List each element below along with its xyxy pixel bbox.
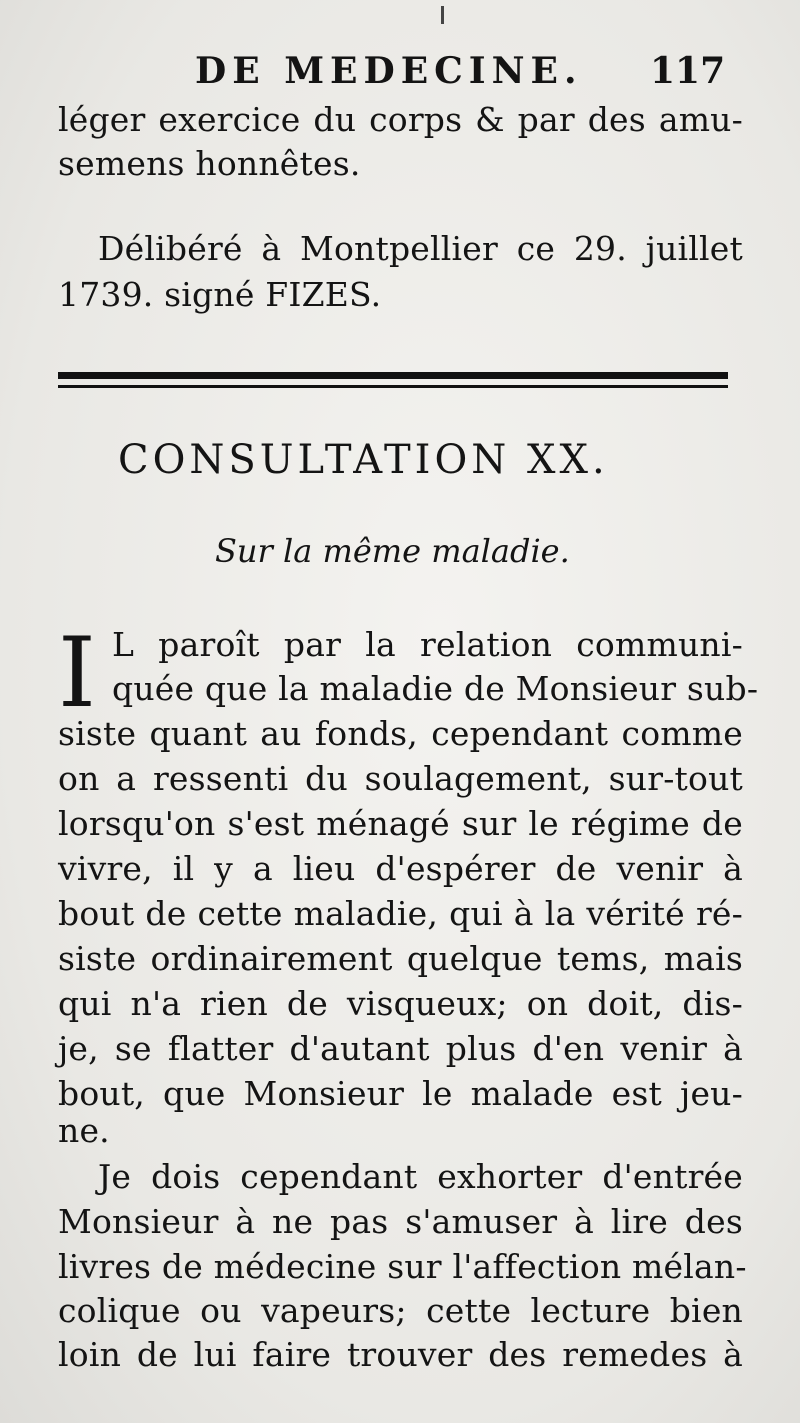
consultation-subheading: Sur la même maladie. xyxy=(215,532,570,570)
section-divider-thin xyxy=(58,385,728,388)
text-line: semens honnêtes. xyxy=(58,144,361,183)
running-head-title: DE MEDECINE. xyxy=(195,50,583,92)
paragraph-line: livres de médecine sur l'affection mélan- xyxy=(58,1247,747,1286)
signature-line: 1739. signé FIZES. xyxy=(58,275,382,314)
paragraph-line: on a ressenti du soulagement, sur-tout xyxy=(58,759,743,798)
paragraph-line: vivre, il y a lieu d'espérer de venir à xyxy=(58,849,743,888)
paragraph-line: Monsieur à ne pas s'amuser à lire des xyxy=(58,1202,743,1241)
top-margin-mark xyxy=(441,6,444,24)
paragraph-line: bout de cette maladie, qui à la vérité ré- xyxy=(58,894,743,933)
paragraph-line: L paroît par la relation communi- xyxy=(112,625,743,664)
paragraph-line: siste quant au fonds, cependant comme xyxy=(58,714,743,753)
paragraph-line: ne. xyxy=(58,1111,110,1150)
drop-cap: I xyxy=(58,617,96,729)
paragraph-line: qui n'a rien de visqueux; on doit, dis- xyxy=(58,984,743,1023)
paragraph-line: lorsqu'on s'est ménagé sur le régime de xyxy=(58,804,743,843)
section-divider-thick xyxy=(58,372,728,379)
consultation-heading: CONSULTATION XX. xyxy=(118,437,609,483)
paragraph-line: bout, que Monsieur le malade est jeu- xyxy=(58,1074,743,1113)
text-line: léger exercice du corps & par des amu- xyxy=(58,100,743,139)
page-number: 117 xyxy=(650,50,726,92)
signature-line: Délibéré à Montpellier ce 29. juillet xyxy=(98,229,743,268)
paragraph-line: quée que la maladie de Monsieur sub- xyxy=(112,669,759,708)
paragraph-line: loin de lui faire trouver des remedes à xyxy=(58,1335,743,1374)
paragraph-line: je, se flatter d'autant plus d'en venir à xyxy=(58,1029,743,1068)
paragraph-line: siste ordinairement quelque tems, mais xyxy=(58,939,743,978)
paragraph-line: colique ou vapeurs; cette lecture bien xyxy=(58,1291,743,1330)
paragraph-line: Je dois cependant exhorter d'entrée xyxy=(98,1157,743,1196)
